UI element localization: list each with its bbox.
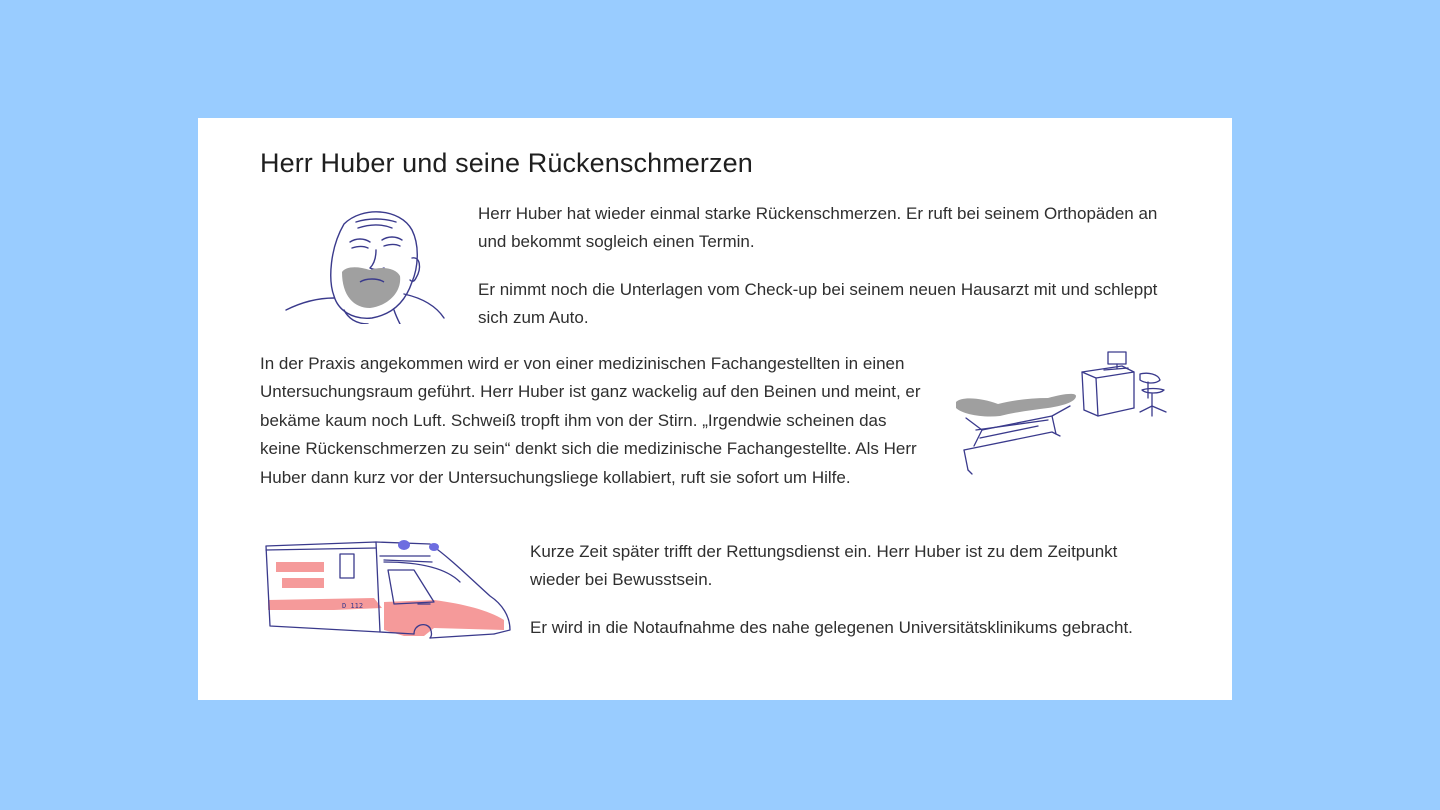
ambulance-illustration <box>264 538 514 648</box>
section-3-text <box>530 538 1170 642</box>
paragraph: Herr Huber hat wieder einmal starke Rückenschmerzen. Er ruft bei seinem Orthopäden an und bekommt sogleich einen Termin. <box>478 204 1158 252</box>
content-card <box>198 118 1232 700</box>
ambulance-label: D 112 <box>342 602 364 610</box>
page-title: Herr Huber und seine Rückenschmerzen <box>260 148 753 178</box>
patient-illustration <box>284 206 448 324</box>
exam-room-icon <box>952 350 1172 480</box>
section-2-text <box>260 350 930 492</box>
paragraph: In der Praxis angekommen wird er von einer medizinischen Fachangestellten in einen Untersuchungsraum geführt. Herr Huber ist ganz wackelig auf den Beinen und meint, er bekäme kaum noch Luft. Schweiß tropft ihm von der Stirn. „Irgendwie scheinen das keine Rückenschmerzen zu sein“ denkt sich die medizinische Fachangestellte. Als Herr Huber dann kurz vor der Untersuchungsliege kollabiert, ruft sie sofort um Hilfe. <box>260 354 921 487</box>
section-1-text <box>478 200 1178 333</box>
ambulance-icon <box>264 538 514 648</box>
paragraph: Er nimmt noch die Unterlagen vom Check-up bei seinem neuen Hausarzt mit und schleppt sich zum Auto. <box>478 279 1158 328</box>
exam-room-illustration <box>952 350 1172 480</box>
paragraph: Kurze Zeit später trifft der Rettungsdienst ein. Herr Huber ist zu dem Zeitpunkt wieder bei Bewusstsein. <box>530 542 1118 590</box>
patient-face-icon <box>284 206 448 324</box>
paragraph: Er wird in die Notaufnahme des nahe gelegenen Universitätsklinikums gebracht. <box>530 617 1133 637</box>
